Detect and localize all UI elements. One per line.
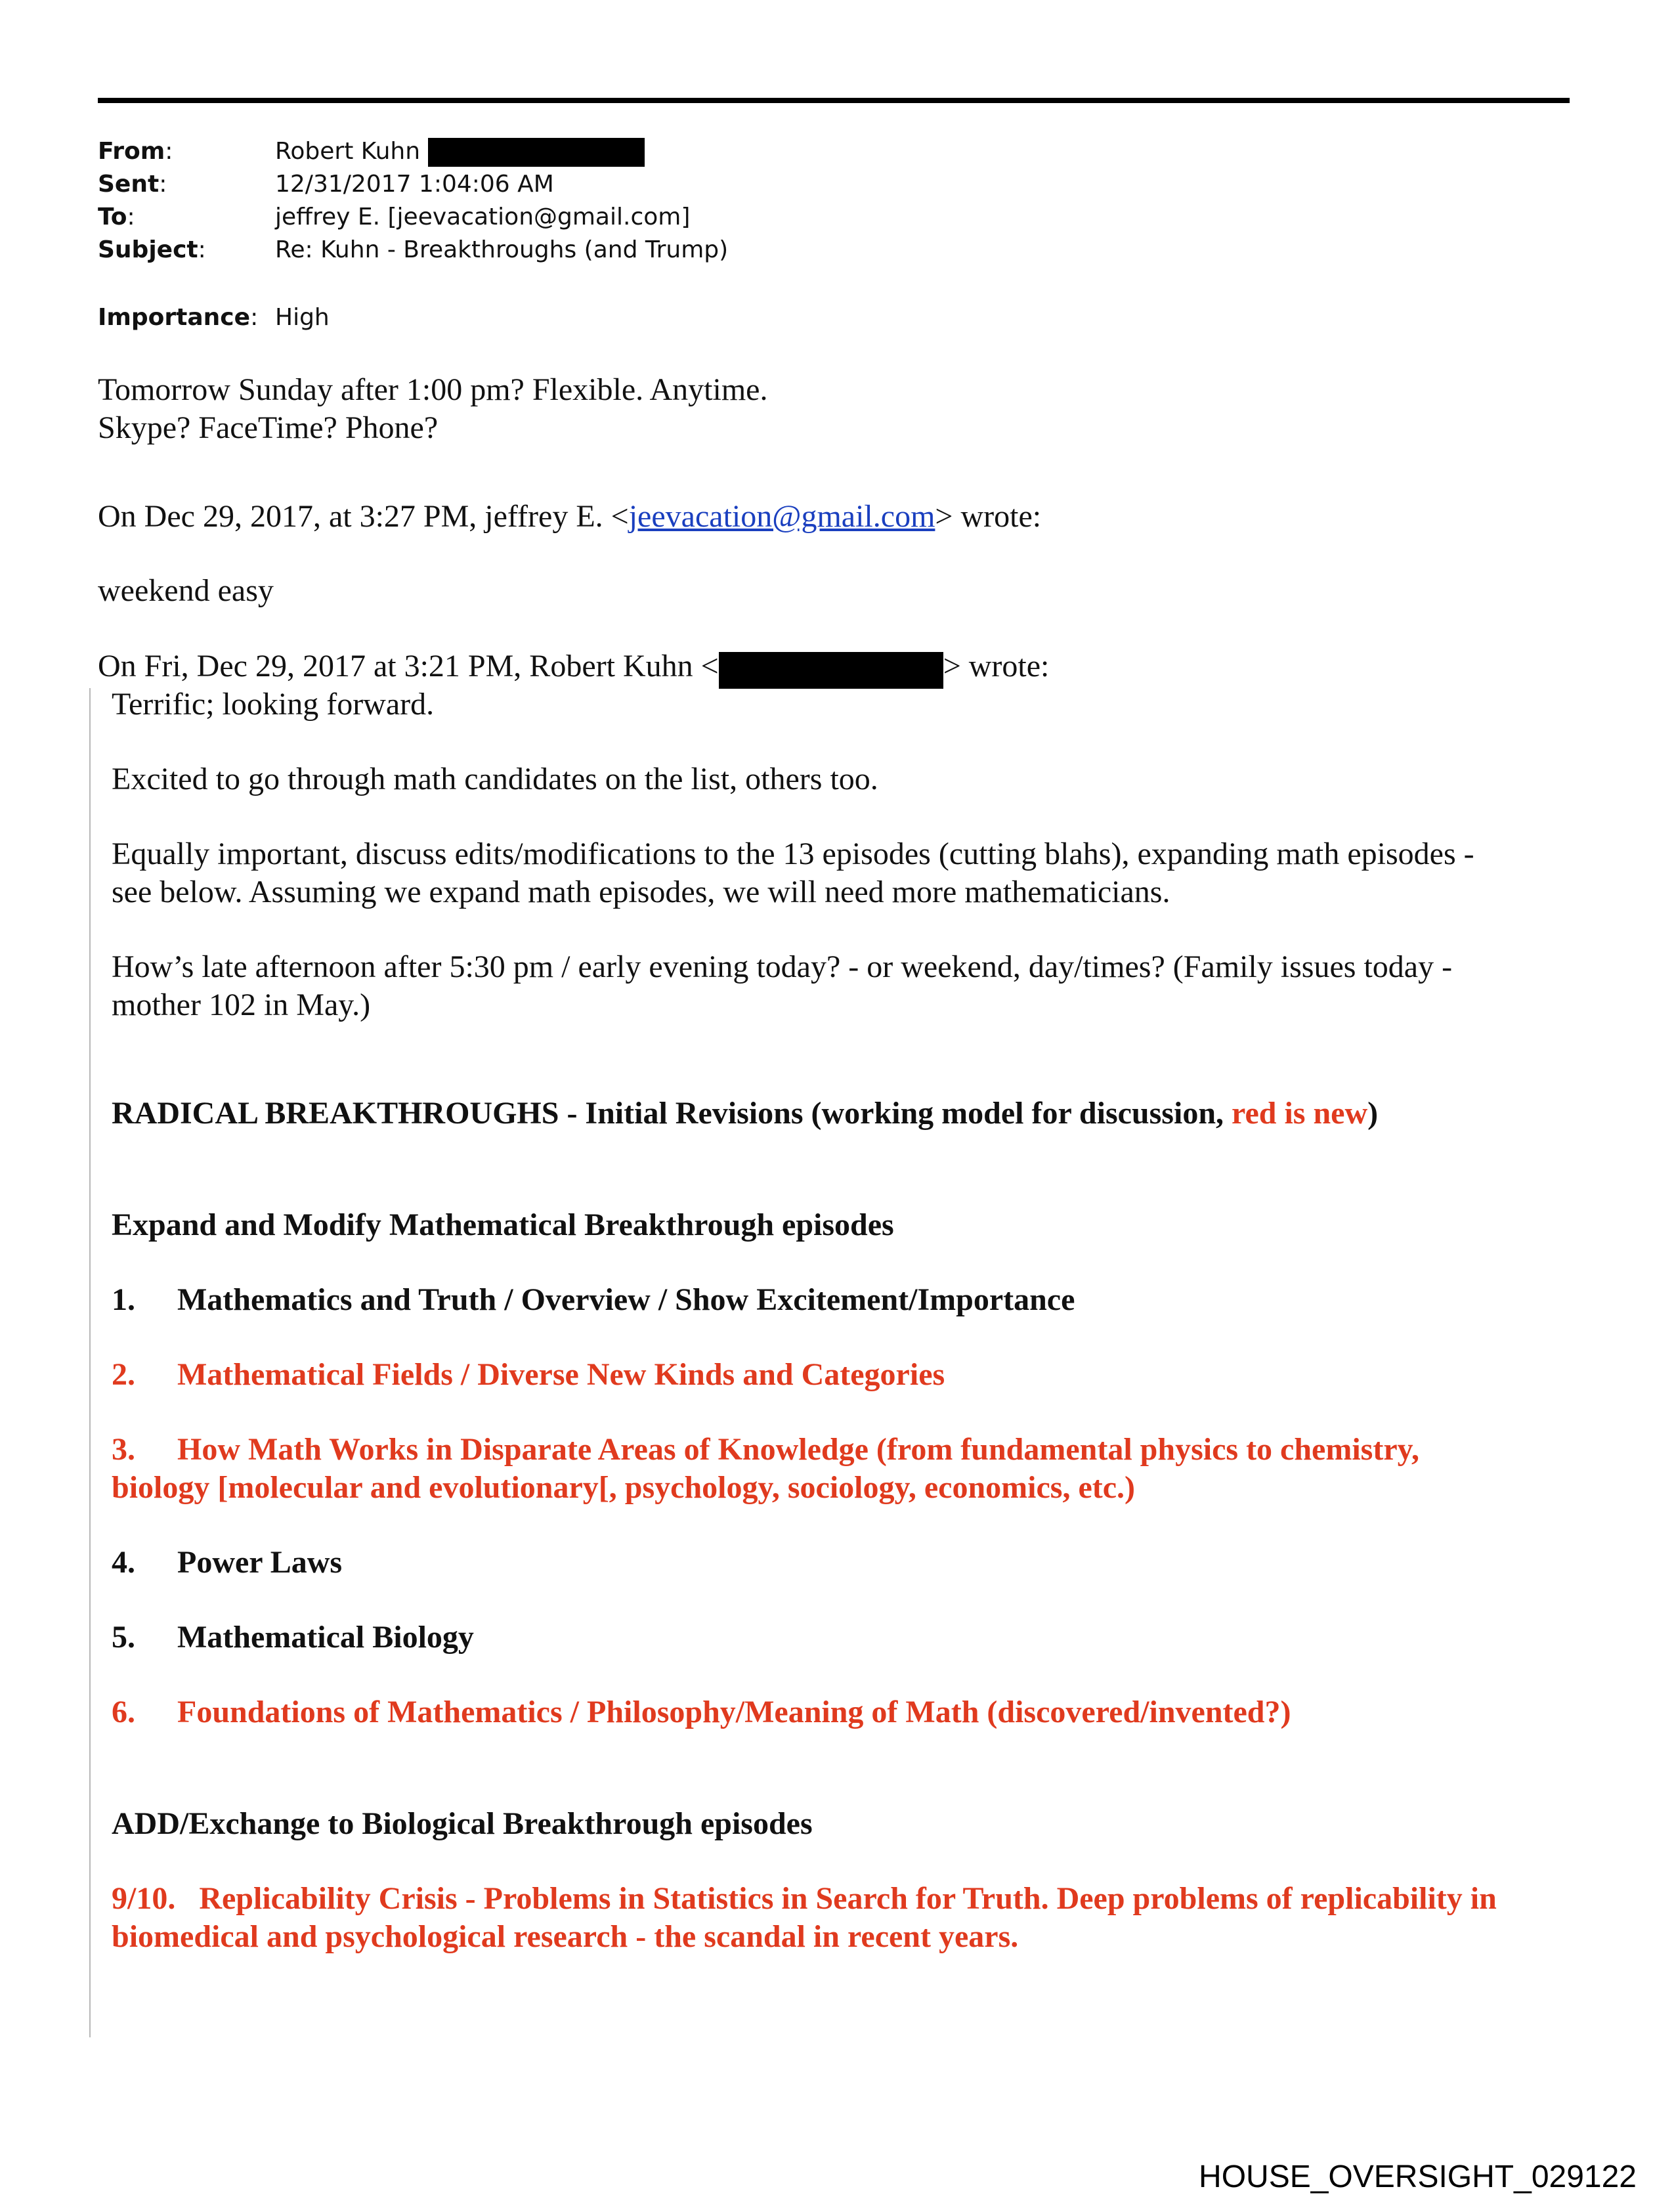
quote2-p2: Excited to go through math candidates on the list, others too. — [112, 762, 878, 796]
from-label: From — [98, 138, 165, 165]
bates-number: HOUSE_OVERSIGHT_029122 — [1199, 2159, 1637, 2194]
sent-label: Sent — [98, 171, 160, 198]
quote1-intro: On Dec 29, 2017, at 3:27 PM, jeffrey E. <jeevacation@gmail.com> wrote: — [98, 499, 1042, 534]
subject-label: Subject — [98, 236, 198, 263]
to-label: To — [98, 204, 127, 230]
top-rule — [98, 98, 1570, 103]
reply-line-1: Tomorrow Sunday after 1:00 pm? Flexible. Anytime. — [98, 372, 768, 407]
bio-section-heading: ADD/Exchange to Biological Breakthrough episodes — [112, 1806, 813, 1841]
quote2-p1: Terrific; looking forward. — [112, 687, 435, 722]
quote2-p3-line2: see below. Assuming we expand math episodes, we will need more mathematicians. — [112, 875, 1170, 909]
math-section-heading: Expand and Modify Mathematical Breakthrough episodes — [112, 1207, 894, 1242]
quote1-body: weekend easy — [98, 573, 274, 608]
radical-title: RADICAL BREAKTHROUGHS - Initial Revisions (working model for discussion, red is new) — [112, 1096, 1379, 1131]
reply-line-2: Skype? FaceTime? Phone? — [98, 410, 439, 445]
quote2-p3-line1: Equally important, discuss edits/modifications to the 13 episodes (cutting blahs), expanding math episodes - — [112, 836, 1474, 871]
list-item-continuation: biology [molecular and evolutionary[, psychology, sociology, economics, etc.) — [112, 1470, 1136, 1505]
importance-label: Importance — [98, 304, 251, 331]
bio-item-line1: 9/10. Replicability Crisis - Problems in Statistics in Search for Truth. Deep problems of replicability in — [112, 1881, 1497, 1916]
from-value: Robert Kuhn — [275, 138, 421, 165]
quote2-p4-line2: mother 102 in May.) — [112, 987, 371, 1022]
sent-value: 12/31/2017 1:04:06 AM — [275, 171, 554, 198]
to-value: jeffrey E. [jeevacation@gmail.com] — [275, 204, 691, 230]
email-link[interactable]: jeevacation@gmail.com — [628, 499, 935, 534]
importance-value: High — [275, 304, 330, 331]
quote2-p4-line1: How’s late afternoon after 5:30 pm / early evening today? - or weekend, day/times? (Family issues today - — [112, 949, 1453, 984]
quote-bar — [89, 688, 91, 2037]
bio-item-line2: biomedical and psychological research - the scandal in recent years. — [112, 1919, 1019, 1954]
redaction-box — [719, 652, 943, 689]
subject-value: Re: Kuhn - Breakthroughs (and Trump) — [275, 236, 729, 263]
quote2-intro: On Fri, Dec 29, 2017 at 3:21 PM, Robert Kuhn < > wrote: — [98, 647, 1049, 686]
redaction-box — [428, 138, 645, 167]
